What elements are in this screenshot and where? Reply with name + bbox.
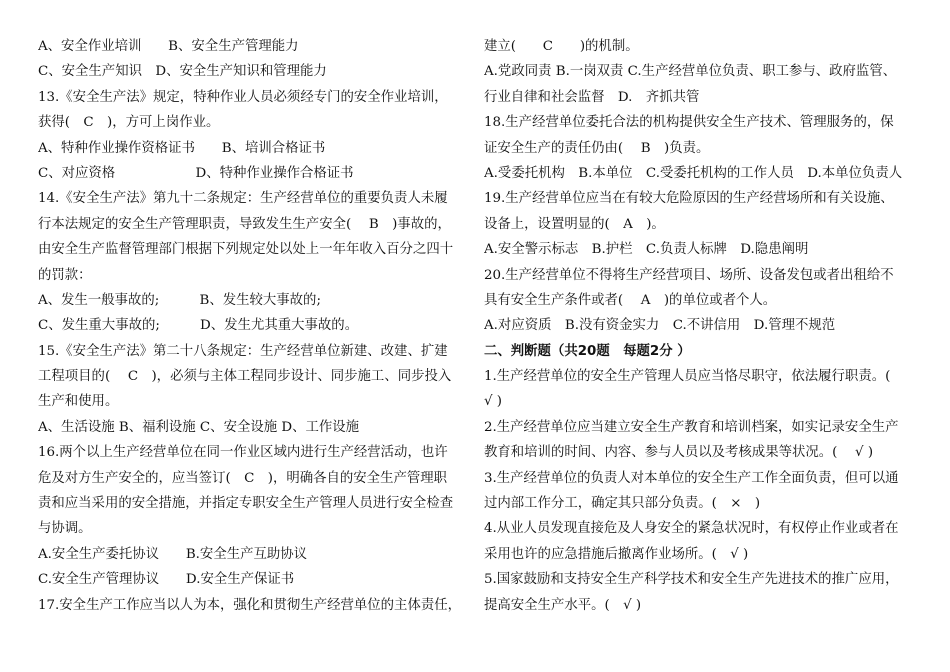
question-13: 13.《安全生产法》规定，特种作业人员必须经专门的安全作业培训， xyxy=(38,89,448,105)
text-line: 工程项目的( C )，必须与主体工程同步设计、同步施工、同步投入 xyxy=(38,369,452,385)
text-line: 采用也许的应急措施后撤离作业场所。( √ ) xyxy=(484,546,749,562)
text-line: A、发生一般事故的; B、发生较大事故的; xyxy=(38,292,321,308)
text-line: A、安全作业培训 B、安全生产管理能力 xyxy=(38,39,299,54)
text-line: C、发生重大事故的; D、发生尤其重大事故的。 xyxy=(38,318,359,334)
judgment-2: 2.生产经营单位应当建立安全生产教育和培训档案，如实记录安全生产 xyxy=(484,419,899,435)
text-line: 设备上，设置明显的( A )。 xyxy=(484,216,665,232)
text-line: 由安全生产监督管理部门根据下列规定处以处上一年年收入百分之四十 xyxy=(38,242,454,258)
judgment-5: 5.国家鼓励和支持安全生产科学技术和安全生产先进技术的推广应用， xyxy=(484,572,899,588)
text-line: A、生活设施 B、福利设施 C、安全设施 D、工作设施 xyxy=(38,419,360,435)
text-line: 责和应当采用的安全措施，并指定专职安全生产管理人员进行安全检查 xyxy=(38,496,454,512)
text-line: 过内部工作分工，确定其只部分负责。( × ) xyxy=(484,496,761,512)
text-line: A.党政同责 B.一岗双责 C.生产经营单位负责、职工参与、政府监管、 xyxy=(484,64,897,80)
question-19: 19.生产经营单位应当在有较大危险原因的生产经营场所和有关设施、 xyxy=(484,191,894,207)
text-line: 生产和使用。 xyxy=(38,394,119,410)
right-column xyxy=(484,34,914,662)
text-line: √ ) xyxy=(484,394,503,410)
text-line: C.安全生产管理协议 D.安全生产保证书 xyxy=(38,572,295,588)
text-line: 获得( C )，方可上岗作业。 xyxy=(38,115,220,131)
question-17: 17.安全生产工作应当以人为本，强化和贯彻生产经营单位的主体责任， xyxy=(38,597,462,613)
judgment-3: 3.生产经营单位的负责人对本单位的安全生产工作全面负责，但可以通 xyxy=(484,470,899,486)
text-line: 建立( C )的机制。 xyxy=(484,39,639,54)
question-18: 18.生产经营单位委托合法的机构提供安全生产技术、管理服务的，保 xyxy=(484,115,894,131)
text-line: 具有安全生产条件或者( A )的单位或者个人。 xyxy=(484,292,777,308)
text-line: 的罚款： xyxy=(38,267,92,283)
text-line: A.对应资质 B.没有资金实力 C.不讲信用 D.管理不规范 xyxy=(484,318,836,334)
left-column xyxy=(38,34,474,662)
judgment-4: 4.从业人员发现直接危及人身安全的紧急状况时，有权停止作业或者在 xyxy=(484,521,899,537)
question-16: 16.两个以上生产经营单位在同一作业区域内进行生产经营活动，也许 xyxy=(38,445,448,461)
text-line: 危及对方生产安全的，应当签订( C )，明确各自的安全生产管理职 xyxy=(38,470,448,486)
text-line: 提高安全生产水平。( √ ) xyxy=(484,597,642,613)
text-line: A.安全警示标志 B.护栏 C.负责人标牌 D.隐患阐明 xyxy=(484,242,809,258)
text-line: 与协调。 xyxy=(38,521,92,537)
text-line: 行本法规定的安全生产管理职责，导致发生生产安全( B )事故的， xyxy=(38,216,451,232)
text-line: 行业自律和社会监督 D. 齐抓共管 xyxy=(484,89,700,105)
text-line: C、安全生产知识 D、安全生产知识和管理能力 xyxy=(38,64,327,80)
text-line: A.安全生产委托协议 B.安全生产互助协议 xyxy=(38,546,308,562)
question-20: 20.生产经营单位不得将生产经营项目、场所、设备发包或者出租给不 xyxy=(484,267,894,283)
text-line: A、特种作业操作资格证书 B、培训合格证书 xyxy=(38,140,326,156)
text-line: 证安全生产的责任仍由( B )负责。 xyxy=(484,140,710,156)
judgment-1: 1.生产经营单位的安全生产管理人员应当恪尽职守，依法履行职责。( xyxy=(484,369,891,385)
text-line: A.受委托机构 B.本单位 C.受委托机构的工作人员 D.本单位负责人 xyxy=(484,165,903,181)
question-14: 14.《安全生产法》第九十二条规定：生产经营单位的重要负责人未履 xyxy=(38,191,448,207)
question-15: 15.《安全生产法》第二十八条规定：生产经营单位新建、改建、扩建 xyxy=(38,343,448,359)
text-line: C、对应资格 D、特种作业操作合格证书 xyxy=(38,165,354,181)
text-line: 教育和培训的时间、内容、参与人员以及考核成果等状况。( √ ) xyxy=(484,445,874,461)
section-heading: 二、判断题（共20题 每题2分 ） xyxy=(484,343,691,359)
